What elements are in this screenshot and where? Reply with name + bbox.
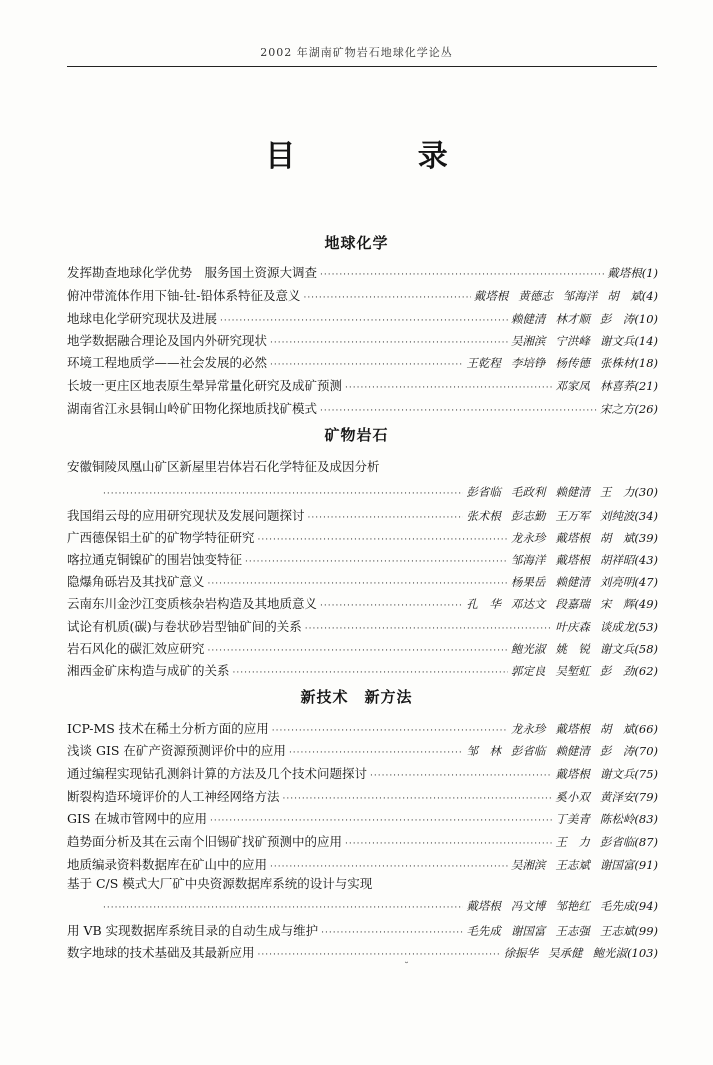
author-name: 彭省临 bbox=[510, 744, 546, 758]
toc-entry-authors bbox=[555, 811, 634, 827]
toc-entry-title: 环境工程地质学——社会发展的必然 bbox=[67, 355, 268, 370]
toc-entry-title: 数字地球的技术基础及其最新应用 bbox=[67, 945, 255, 960]
author-name: 戴塔根 bbox=[555, 553, 590, 567]
toc-entry-page: (18) bbox=[634, 356, 658, 370]
author-name: 戴塔根 bbox=[555, 722, 590, 736]
toc-entry-page: (10) bbox=[634, 312, 658, 326]
toc-entry-page: (58) bbox=[634, 642, 658, 656]
toc-entry[interactable] bbox=[67, 719, 658, 741]
author-name: 谢国富 bbox=[599, 858, 635, 872]
toc-entry[interactable] bbox=[67, 550, 658, 572]
author-name: 邹 林 bbox=[466, 744, 501, 758]
toc-entry-page: (26) bbox=[634, 402, 658, 416]
toc-entry-title: 云南东川金沙江变质核杂岩构造及其地质意义 bbox=[67, 596, 318, 611]
author-name: 段嘉瑞 bbox=[555, 597, 590, 611]
toc-entry-page: (62) bbox=[634, 664, 658, 678]
toc-entry-page: (21) bbox=[634, 379, 658, 393]
toc-entry[interactable] bbox=[67, 943, 658, 965]
author-name: 胡 斌 bbox=[607, 289, 642, 303]
toc-entry-title: 断裂构造环境评价的人工神经网络方法 bbox=[67, 789, 280, 804]
dot-leader bbox=[321, 929, 463, 938]
toc-entry-page: (99) bbox=[634, 924, 658, 938]
author-name: 毛先成 bbox=[599, 899, 635, 913]
author-name: 姚 锐 bbox=[555, 642, 590, 656]
toc-entry-page: (34) bbox=[634, 509, 658, 523]
toc-entry[interactable] bbox=[67, 331, 658, 353]
toc-entry-authors bbox=[504, 945, 628, 961]
author-name: 鲍光淑 bbox=[510, 642, 546, 656]
toc-entry-title: 地质编录资料数据库在矿山中的应用 bbox=[67, 857, 268, 872]
author-name: 张术根 bbox=[466, 509, 501, 523]
author-name: 胡 斌 bbox=[599, 531, 635, 545]
dot-leader bbox=[220, 317, 508, 326]
author-name: 李培铮 bbox=[510, 356, 546, 370]
author-name: 刘纯波 bbox=[599, 509, 635, 523]
author-name: 邓家凤 bbox=[555, 379, 590, 393]
toc-entry[interactable] bbox=[67, 572, 658, 594]
dot-leader bbox=[258, 951, 501, 960]
dot-leader bbox=[208, 647, 508, 656]
author-name: 戴塔根 bbox=[555, 767, 590, 781]
toc-entry-authors bbox=[555, 789, 634, 805]
author-name: 孔 华 bbox=[466, 597, 501, 611]
toc-entry[interactable] bbox=[67, 528, 658, 550]
dot-leader bbox=[270, 339, 508, 348]
toc-entry[interactable] bbox=[67, 764, 658, 786]
footer-mark: ˘ bbox=[404, 962, 409, 973]
toc-entry[interactable] bbox=[67, 639, 658, 661]
author-name: 邓达文 bbox=[510, 597, 546, 611]
toc-entry-title: 试论有机质(碳)与卷状砂岩型铀矿间的关系 bbox=[67, 619, 302, 634]
toc-entry-title: 安徽铜陵凤凰山矿区新屋里岩体岩石化学特征及成因分析 bbox=[67, 459, 380, 474]
author-name: 邹海洋 bbox=[510, 553, 546, 567]
author-name: 刘亮明 bbox=[599, 575, 635, 589]
toc-entry[interactable] bbox=[100, 898, 658, 920]
toc-entry-authors bbox=[511, 721, 635, 737]
dot-leader bbox=[272, 727, 508, 736]
dot-leader bbox=[208, 580, 508, 589]
author-name: 赖健清 bbox=[510, 312, 546, 326]
toc-entry-page: (83) bbox=[634, 812, 658, 826]
toc-entry-authors bbox=[511, 311, 635, 327]
toc-entry-authors bbox=[511, 530, 635, 546]
toc-entry[interactable] bbox=[67, 286, 658, 308]
toc-entry-title: 广西德保铝土矿的矿物学特征研究 bbox=[67, 530, 255, 545]
toc-entry[interactable] bbox=[67, 309, 658, 331]
toc-entry-title: 趋势面分析及其在云南个旧锡矿找矿预测中的应用 bbox=[67, 834, 343, 849]
author-name: 王志强 bbox=[555, 924, 590, 938]
dot-leader bbox=[320, 407, 597, 416]
dot-leader bbox=[345, 840, 552, 849]
toc-entry[interactable] bbox=[67, 399, 658, 421]
toc-entry-title: 基于 C/S 模式大厂矿中央资源数据库系统的设计与实现 bbox=[67, 876, 373, 891]
toc-entry-page: (53) bbox=[634, 620, 658, 634]
page-title: 目 录 bbox=[265, 139, 504, 174]
author-name: 宋之方 bbox=[599, 402, 635, 416]
toc-entry[interactable] bbox=[67, 594, 658, 616]
author-name: 彭省临 bbox=[599, 835, 635, 849]
toc-entry[interactable] bbox=[67, 376, 658, 398]
author-name: 赖健清 bbox=[555, 744, 590, 758]
toc-entry[interactable] bbox=[67, 787, 658, 809]
author-name: 黄德志 bbox=[518, 289, 553, 303]
author-name: 胡祥昭 bbox=[599, 553, 635, 567]
header-rule bbox=[67, 66, 657, 67]
author-name: 毛政利 bbox=[510, 485, 546, 499]
author-name: 谢文兵 bbox=[599, 767, 635, 781]
author-name: 王乾程 bbox=[466, 356, 501, 370]
author-name: 彭 涛 bbox=[599, 312, 635, 326]
author-name: 谢国富 bbox=[510, 924, 546, 938]
author-name: 鲍光淑 bbox=[592, 946, 628, 960]
toc-entry-page: (43) bbox=[634, 553, 658, 567]
dot-leader bbox=[270, 863, 508, 872]
toc-entry[interactable] bbox=[67, 661, 658, 683]
author-name: 彭 劲 bbox=[599, 664, 635, 678]
toc-entry-page: (79) bbox=[634, 790, 658, 804]
author-name: 王志斌 bbox=[599, 924, 635, 938]
author-name: 赖健清 bbox=[555, 575, 590, 589]
toc-entry[interactable] bbox=[67, 353, 658, 375]
author-name: 林才顺 bbox=[555, 312, 590, 326]
toc-entry-title: 地球电化学研究现状及进展 bbox=[67, 311, 218, 326]
toc-entry-authors bbox=[511, 333, 635, 349]
author-name: 吴湘滨 bbox=[510, 858, 546, 872]
dot-leader bbox=[345, 384, 552, 393]
toc-entry-page: (14) bbox=[634, 334, 658, 348]
dot-leader bbox=[308, 514, 464, 523]
author-name: 郭定良 bbox=[510, 664, 546, 678]
toc-entry-authors bbox=[466, 596, 634, 612]
author-name: 邹艳红 bbox=[555, 899, 590, 913]
toc-entry-page: (87) bbox=[634, 835, 658, 849]
toc-entry-title: 通过编程实现钻孔测斜计算的方法及几个技术问题探讨 bbox=[67, 766, 368, 781]
toc-entry-page: (70) bbox=[634, 744, 658, 758]
toc-entry[interactable] bbox=[67, 263, 658, 285]
author-name: 叶庆森 bbox=[555, 620, 590, 634]
toc-entry-title: 发挥勘查地球化学优势 服务国土资源大调查 bbox=[67, 265, 318, 280]
toc-entry-authors bbox=[474, 288, 642, 304]
author-name: 谢文兵 bbox=[599, 334, 635, 348]
dot-leader bbox=[103, 904, 463, 913]
author-name: 徐振华 bbox=[503, 946, 539, 960]
author-name: 彭省临 bbox=[466, 485, 501, 499]
author-name: 陈松岭 bbox=[599, 812, 635, 826]
dot-leader bbox=[320, 602, 463, 611]
toc-entry[interactable] bbox=[100, 484, 658, 506]
toc-entry-title: 喀拉通克铜镍矿的围岩蚀变特征 bbox=[67, 552, 243, 567]
dot-leader bbox=[303, 294, 470, 303]
toc-entry-title: GIS 在城市管网中的应用 bbox=[67, 811, 207, 826]
toc-entry-title: 长坡一更庄区地表原生晕异常量化研究及成矿预测 bbox=[67, 378, 343, 393]
toc-entry-page: (91) bbox=[634, 858, 658, 872]
toc-entry[interactable] bbox=[67, 832, 658, 854]
toc-entry-title: 浅谈 GIS 在矿产资源预测评价中的应用 bbox=[67, 743, 286, 758]
dot-leader bbox=[258, 536, 508, 545]
toc-entry[interactable] bbox=[67, 741, 658, 763]
dot-leader bbox=[283, 795, 553, 804]
toc-entry-page: (39) bbox=[634, 531, 658, 545]
author-name: 谢文兵 bbox=[599, 642, 635, 656]
author-name: 王志斌 bbox=[555, 858, 590, 872]
author-name: 邹海洋 bbox=[562, 289, 598, 303]
author-name: 冯文博 bbox=[510, 899, 546, 913]
author-name: 杨果岳 bbox=[510, 575, 546, 589]
author-name: 龙永珍 bbox=[510, 722, 546, 736]
toc-entry-title: 湘西金矿床构造与成矿的关系 bbox=[67, 663, 230, 678]
toc-entry-authors bbox=[511, 857, 635, 873]
toc-entry-page: (66) bbox=[634, 722, 658, 736]
toc-entry-title: 用 VB 实现数据库系统目录的自动生成与维护 bbox=[67, 923, 319, 938]
author-name: 宋 辉 bbox=[599, 597, 635, 611]
dot-leader bbox=[270, 361, 463, 370]
toc-entry-page: (1) bbox=[641, 266, 658, 280]
toc-entry-authors bbox=[466, 743, 634, 759]
author-name: 戴塔根 bbox=[466, 899, 501, 913]
author-name: 胡 斌 bbox=[599, 722, 635, 736]
running-header: 2002 年湖南矿物岩石地球化学论丛 bbox=[260, 46, 453, 59]
author-name: 王 力 bbox=[555, 835, 590, 849]
toc-entry-page: (49) bbox=[634, 597, 658, 611]
toc-entry-title: 湖南省江永县铜山岭矿田物化探地质找矿模式 bbox=[67, 401, 318, 416]
author-name: 吴承健 bbox=[548, 946, 583, 960]
toc-entry-authors bbox=[511, 641, 635, 657]
author-name: 黄泽安 bbox=[599, 790, 635, 804]
author-name: 戴塔根 bbox=[607, 266, 642, 280]
section-heading: 新技术 新方法 bbox=[300, 688, 413, 706]
toc-entry-title: 隐爆角砾岩及其找矿意义 bbox=[67, 574, 205, 589]
dot-leader bbox=[245, 558, 508, 567]
toc-entry-authors bbox=[607, 265, 642, 281]
toc-entry-page: (103) bbox=[627, 946, 658, 960]
toc-entry-authors bbox=[555, 619, 634, 635]
toc-entry-authors bbox=[466, 484, 634, 500]
toc-entry[interactable] bbox=[67, 506, 658, 528]
dot-leader bbox=[103, 490, 463, 499]
toc-entry[interactable] bbox=[67, 921, 658, 943]
author-name: 赖健清 bbox=[555, 485, 590, 499]
author-name: 王万军 bbox=[555, 509, 590, 523]
author-name: 吴堑虹 bbox=[555, 664, 590, 678]
toc-entry-authors bbox=[466, 508, 634, 524]
dot-leader bbox=[370, 772, 552, 781]
author-name: 丁美青 bbox=[555, 812, 590, 826]
dot-leader bbox=[289, 749, 463, 758]
toc-entry-page: (94) bbox=[634, 899, 658, 913]
author-name: 张株材 bbox=[599, 356, 635, 370]
author-name: 吴湘滨 bbox=[510, 334, 546, 348]
toc-entry[interactable] bbox=[67, 617, 658, 639]
author-name: 彭 涛 bbox=[599, 744, 635, 758]
section-heading: 地球化学 bbox=[324, 234, 389, 252]
dot-leader bbox=[305, 625, 553, 634]
dot-leader bbox=[320, 271, 604, 280]
toc-entry-authors bbox=[600, 401, 635, 417]
toc-entry-authors bbox=[511, 663, 635, 679]
author-name: 谈成龙 bbox=[599, 620, 635, 634]
toc-entry-title: 我国绢云母的应用研究现状及发展问题探讨 bbox=[67, 508, 305, 523]
toc-entry-authors bbox=[466, 923, 634, 939]
toc-entry-authors bbox=[555, 766, 634, 782]
author-name: 奚小双 bbox=[555, 790, 590, 804]
toc-entry-title: 俯冲带流体作用下铀-钍-铅体系特征及意义 bbox=[67, 288, 301, 303]
toc-entry-page: (75) bbox=[634, 767, 658, 781]
toc-entry-page: (30) bbox=[634, 485, 658, 499]
section-heading: 矿物岩石 bbox=[324, 426, 389, 444]
toc-entry-page: (47) bbox=[634, 575, 658, 589]
author-name: 龙永珍 bbox=[510, 531, 546, 545]
toc-entry-title: ICP-MS 技术在稀土分析方面的应用 bbox=[67, 721, 269, 736]
toc-entry-authors bbox=[555, 378, 634, 394]
author-name: 戴塔根 bbox=[555, 531, 590, 545]
author-name: 宁洪峰 bbox=[555, 334, 590, 348]
author-name: 杨传德 bbox=[555, 356, 590, 370]
toc-entry-page: (4) bbox=[641, 289, 658, 303]
toc-entry-title: 岩石风化的碳汇效应研究 bbox=[67, 641, 205, 656]
dot-leader bbox=[210, 817, 552, 826]
toc-entry-authors bbox=[511, 574, 635, 590]
toc-entry-authors bbox=[511, 552, 635, 568]
author-name: 毛先成 bbox=[466, 924, 501, 938]
dot-leader bbox=[233, 669, 508, 678]
author-name: 彭志勤 bbox=[510, 509, 546, 523]
toc-entry[interactable] bbox=[67, 809, 658, 831]
toc-entry-authors bbox=[466, 355, 634, 371]
author-name: 林喜荞 bbox=[599, 379, 635, 393]
toc-entry-authors bbox=[555, 834, 634, 850]
author-name: 戴塔根 bbox=[473, 289, 509, 303]
toc-entry-title: 地学数据融合理论及国内外研究现状 bbox=[67, 333, 268, 348]
author-name: 王 力 bbox=[599, 485, 635, 499]
toc-entry-authors bbox=[466, 898, 634, 914]
